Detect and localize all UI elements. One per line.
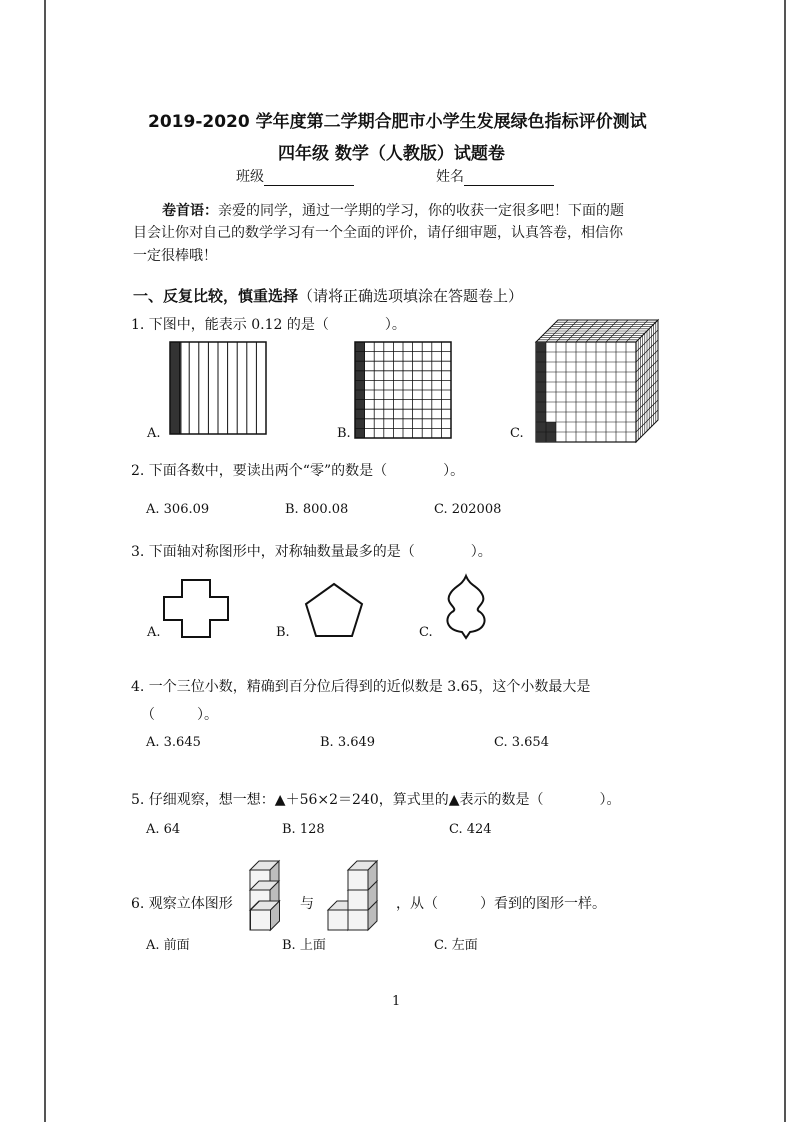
class-label: 班级 [236, 169, 264, 185]
name-label: 姓名 [436, 169, 464, 185]
question-1-stem: 1. 下图中，能表示 0.12 的是（ ）。 [131, 317, 406, 333]
preface-text1: 亲爱的同学，通过一学期的学习，你的收获一定很多吧！下面的题 [218, 203, 624, 219]
q1-figure-c-cube [536, 320, 666, 445]
section1-note: （请将正确选项填涂在答题卷上） [298, 287, 524, 305]
cube-front [251, 910, 271, 930]
name-field [436, 166, 554, 186]
q3-cross-shape [164, 580, 234, 640]
q2-option-c: C. 202008 [434, 502, 502, 517]
q1-option-a-label: A. [147, 426, 161, 441]
q1-figure-b-grid [355, 342, 455, 442]
cube-front [348, 910, 368, 930]
cube-front [348, 890, 368, 910]
exam-title-line2: 四年级 数学（人教版）试题卷 [278, 144, 505, 164]
q3-pentagon-shape [302, 582, 372, 642]
question-6-stem-c: ，从（ ）看到的图形一样。 [396, 896, 606, 912]
cube-front [328, 910, 348, 930]
question-6-stem-a: 6. 观察立体图形 [131, 896, 233, 912]
q6-option-c: C. 左面 [434, 938, 478, 953]
q5-option-a: A. 64 [146, 822, 181, 837]
preface-line3: 一定很棒哦！ [133, 248, 217, 264]
q5-option-b: B. 128 [282, 822, 325, 837]
question-6-stem-b: 与 [300, 896, 314, 912]
preface-line2: 目会让你对自己的数学学习有一个全面的评价，请仔细审题，认真答卷，相信你 [133, 225, 623, 241]
q6-option-a: A. 前面 [146, 938, 190, 953]
class-blank [264, 171, 354, 186]
q3-curved-shape [440, 574, 500, 644]
preface-line1 [162, 200, 624, 220]
q5-option-c: C. 424 [449, 822, 492, 837]
q2-option-a: A. 306.09 [146, 502, 210, 517]
name-blank [464, 171, 554, 186]
q4-option-b: B. 3.649 [320, 735, 376, 750]
q3-option-c-label: C. [419, 625, 433, 640]
question-4-stem-cont: （ ）。 [141, 707, 218, 723]
section1-heading [133, 285, 523, 306]
q4-option-a: A. 3.645 [146, 735, 201, 750]
q3-option-b-label: B. [276, 625, 290, 640]
question-2-stem: 2. 下面各数中，要读出两个“零”的数是（ ）。 [131, 463, 465, 479]
q6-solid-figure-1 [246, 858, 296, 922]
exam-title-line1: 2019-2020 学年度第二学期合肥市小学生发展绿色指标评价测试 [148, 112, 647, 132]
cube-front [348, 870, 368, 890]
page-number: 1 [392, 994, 401, 1009]
question-5-stem: 5. 仔细观察，想一想：▲＋56×2＝240，算式里的▲表示的数是（ ）。 [131, 792, 621, 808]
scan-right-edge [784, 0, 786, 1122]
class-field [236, 166, 354, 186]
q1-option-c-label: C. [510, 426, 524, 441]
question-4-stem: 4. 一个三位小数，精确到百分位后得到的近似数是 3.65，这个小数最大是 [131, 679, 591, 695]
q1-option-b-label: B. [337, 426, 351, 441]
q1-figure-a-strips [170, 342, 270, 437]
q6-solid-figure-2 [326, 858, 396, 922]
q3-option-a-label: A. [147, 625, 161, 640]
section1-title: 一、反复比较，慎重选择 [133, 287, 299, 305]
q4-option-c: C. 3.654 [494, 735, 549, 750]
q6-option-b: B. 上面 [282, 938, 326, 953]
q2-option-b: B. 800.08 [285, 502, 349, 517]
question-3-stem: 3. 下面轴对称图形中，对称轴数量最多的是（ ）。 [131, 544, 492, 560]
scan-left-edge [44, 0, 46, 1122]
preface-label: 卷首语： [162, 203, 218, 219]
